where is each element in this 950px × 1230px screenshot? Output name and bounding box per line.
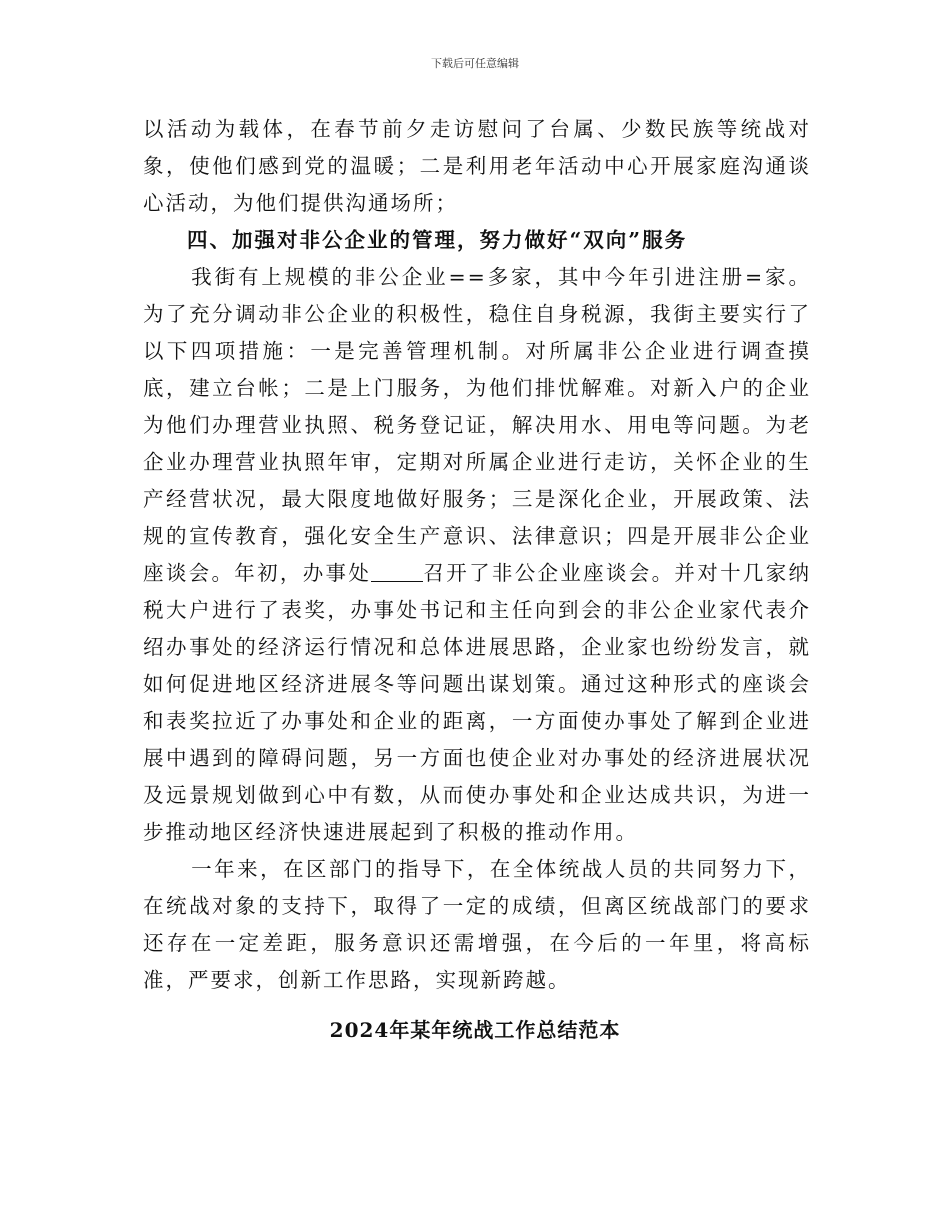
- paragraph-enterprise-management: [143, 259, 811, 851]
- paragraph-summary: 一年来，在区部门的指导下，在全体统战人员的共同努力下，在统战对象的支持下，取得了一定的成绩，但离区统战部门的要求还存在一定差距，服务意识还需增强，在今后的一年里，将高标准，严要求，创新工作思路，实现新跨越。: [143, 857, 811, 992]
- section-heading: 四、加强对非公企业的管理，努力做好“双向”服务: [187, 228, 688, 252]
- page-header: 下载后可任意编辑: [431, 57, 519, 70]
- paragraph-enterprise-text-part2: 召开了非公企业座谈会。并对十几家纳税大户进行了表奖，办事处书记和主任向到会的非公企业家代表介绍办事处的经济运行情况和总体进展思路，企业家也纷纷发言，就如何促进地区经济进展冬等问题出谋划策。通过这种形式的座谈会和表奖拉近了办事处和企业的距离，一方面使办事处了解到企业进展中遇到的障碍问题，另一方面也使企业对办事处的经济进展状况及远景规划做到心中有数，从而使办事处和企业达成共识，为进一步推动地区经济快速进展起到了积极的推动作用。: [143, 561, 812, 844]
- blank-underline: [371, 561, 423, 583]
- paragraph-activities: 以活动为载体，在春节前夕走访慰问了台属、少数民族等统战对象，使他们感到党的温暖；二是利用老年活动中心开展家庭沟通谈心活动，为他们提供沟通场所；: [143, 117, 811, 215]
- document-title: 2024年某年统战工作总结范本: [329, 1018, 621, 1042]
- document-body: [143, 111, 811, 999]
- paragraph-enterprise-text-part1: 我街有上规模的非公企业==多家，其中今年引进注册=家。为了充分调动非公企业的积极性，稳住自身税源，我街主要实行了以下四项措施：一是完善管理机制。对所属非公企业进行调查摸底，建立台帐；二是上门服务，为他们排忧解难。对新入户的企业为他们办理营业执照、税务登记证，解决用水、用电等问题。为老企业办理营业执照年审，定期对所属企业进行走访，关怀企业的生产经营状况，最大限度地做好服务；三是深化企业，开展政策、法规的宣传教育，强化安全生产意识、法律意识；四是开展非公企业座谈会。年初，办事处: [143, 265, 811, 585]
